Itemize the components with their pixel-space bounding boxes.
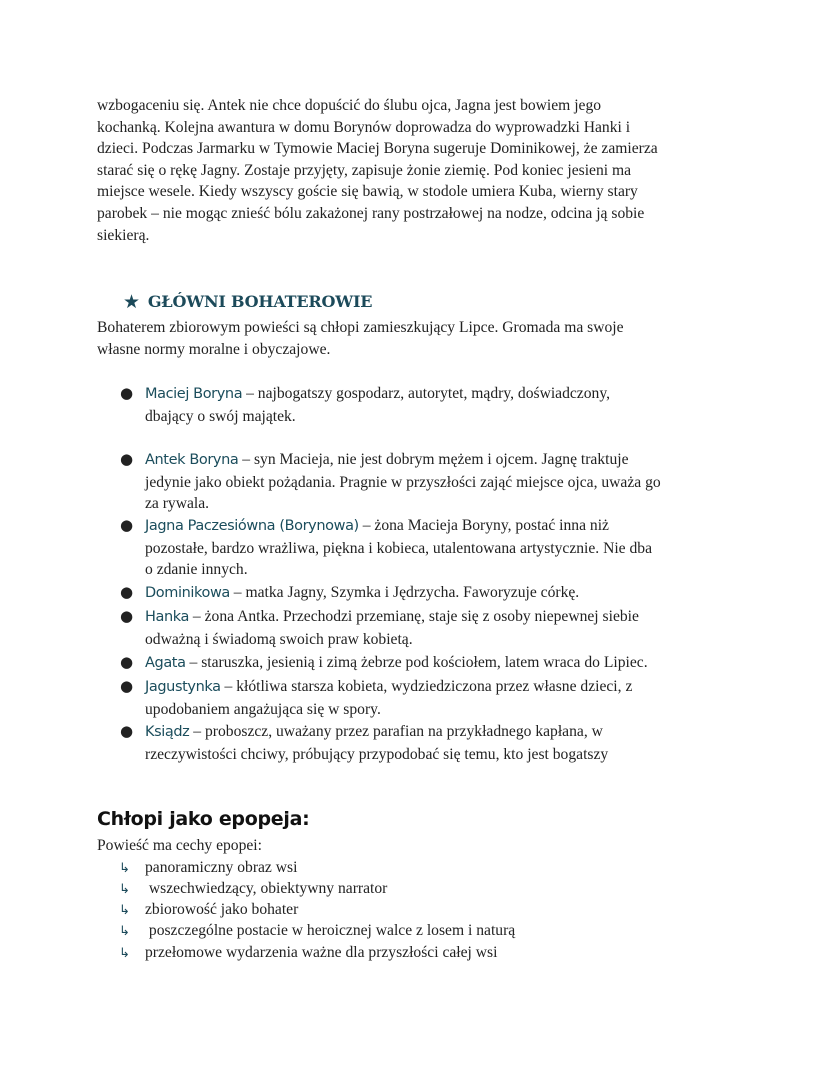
hero-desc: jedynie jako obiekt pożądania. Pragnie w przyszłości zająć miejsce ojca, uważa go [145, 473, 661, 491]
hero-desc: – staruszka, jesienią i zimą żebrze pod kościołem, latem wraca do Lipiec. [185, 654, 648, 671]
bullet-icon: ● [120, 653, 134, 671]
hero-desc: dbający o swój majątek. [145, 407, 296, 425]
epopeja-title: Chłopi jako epopeja: [97, 808, 310, 830]
hero-desc: upodobaniem angażująca się w spory. [145, 700, 381, 718]
hero-item [120, 383, 735, 427]
hero-item [120, 652, 735, 675]
intro-line: dzieci. Podczas Jarmarku w Tymowie Maciej Boryna sugeruje Dominikowej, że zamierza [97, 140, 658, 158]
sub-arrow-icon: ↳ [119, 861, 130, 876]
bullet-icon: ● [120, 450, 134, 468]
hero-name: Dominikowa [145, 585, 230, 601]
feature-text: panoramiczny obraz wsi [145, 859, 298, 876]
hero-item [120, 515, 735, 581]
epopeja-feature [119, 857, 298, 879]
hero-item [120, 721, 735, 765]
hero-desc: – żona Antka. Przechodzi przemianę, staje się z osoby niepewnej siebie [189, 608, 639, 625]
epopeja-intro-text: Powieść ma cechy epopei: [97, 837, 262, 854]
hero-item [120, 606, 735, 650]
feature-text: przełomowe wydarzenia ważne dla przyszłości całej wsi [145, 944, 498, 961]
hero-name: Antek Boryna [145, 452, 239, 468]
hero-desc: za rywala. [145, 495, 210, 513]
intro-line: miejsce wesele. Kiedy wszyscy goście się bawią, w stodole umiera Kuba, wierny stary [97, 183, 638, 201]
star-icon: ★ [123, 291, 140, 313]
bullet-icon: ● [120, 583, 134, 601]
hero-name: Maciej Boryna [145, 386, 243, 402]
hero-desc: – syn Macieja, nie jest dobrym mężem i ojcem. Jagnę traktuje [238, 451, 629, 468]
intro-line: parobek – nie mogąc znieść bólu zakażonej rany postrzałowej na nodze, odcina ją sobie [97, 204, 645, 222]
hero-name: Jagustynka [145, 679, 221, 695]
bullet-icon: ● [120, 677, 134, 695]
hero-desc: – proboszcz, uważany przez parafian na przykładnego kapłana, w [189, 723, 603, 740]
hero-desc: – kłótliwa starsza kobieta, wydziedziczona przez własne dzieci, z [220, 678, 633, 695]
bullet-icon: ● [120, 384, 134, 402]
heroes-heading [123, 290, 372, 312]
hero-desc: – żona Macieja Boryny, postać inna niż [358, 517, 609, 534]
hero-desc: – najbogatszy gospodarz, autorytet, mądry, doświadczony, [242, 385, 610, 402]
bullet-icon: ● [120, 722, 134, 740]
feature-text: poszczególne postacie w heroicznej walce z losem i naturą [145, 922, 516, 939]
sub-arrow-icon: ↳ [119, 903, 130, 918]
hero-desc: – matka Jagny, Szymka i Jędrzycha. Faworyzuje córkę. [229, 584, 580, 601]
heroes-intro-line: własne normy moralne i obyczajowe. [97, 340, 331, 358]
hero-item [120, 449, 735, 515]
hero-item [120, 676, 735, 720]
hero-desc: rzeczywistości chciwy, próbujący przypodobać się temu, kto jest bogatszy [145, 745, 609, 763]
sub-arrow-icon: ↳ [119, 882, 130, 897]
hero-item [120, 582, 735, 605]
epopeja-intro [97, 835, 747, 857]
intro-line: siekierą. [97, 226, 150, 244]
intro-line: wzbogaceniu się. Antek nie chce dopuścić do ślubu ojca, Jagna jest bowiem jego [97, 97, 602, 114]
hero-desc: odważną i świadomą swoich praw kobietą. [145, 630, 413, 648]
intro-line: starać się o rękę Jagny. Zostaje przyjęty, zapisuje żonie ziemię. Pod koniec jesieni ma [97, 161, 632, 179]
epopeja-feature [119, 920, 516, 942]
intro-paragraph [97, 95, 747, 246]
hero-name: Hanka [145, 609, 190, 625]
hero-name: Jagna Paczesiówna (Borynowa) [145, 518, 359, 534]
heroes-intro [97, 317, 747, 360]
feature-text: zbiorowość jako bohater [145, 901, 299, 918]
hero-desc: o zdanie innych. [145, 561, 248, 579]
hero-name: Agata [145, 655, 186, 671]
hero-name: Ksiądz [145, 724, 190, 740]
bullet-icon: ● [120, 607, 134, 625]
feature-text: wszechwiedzący, obiektywny narrator [145, 880, 388, 897]
heroes-title: GŁÓWNI BOHATEROWIE [147, 292, 373, 311]
sub-arrow-icon: ↳ [119, 924, 130, 939]
epopeja-feature [119, 899, 299, 921]
sub-arrow-icon: ↳ [119, 946, 130, 961]
hero-desc: pozostałe, bardzo wrażliwa, piękna i kobieca, utalentowana artystycznie. Nie dba [145, 539, 653, 557]
intro-line: kochanką. Kolejna awantura w domu Borynów doprowadza do wyprowadzki Hanki i [97, 118, 631, 136]
heroes-intro-line: Bohaterem zbiorowym powieści są chłopi zamieszkujący Lipce. Gromada ma swoje [97, 319, 624, 336]
epopeja-feature [119, 878, 388, 900]
bullet-icon: ● [120, 516, 134, 534]
epopeja-feature [119, 942, 498, 964]
